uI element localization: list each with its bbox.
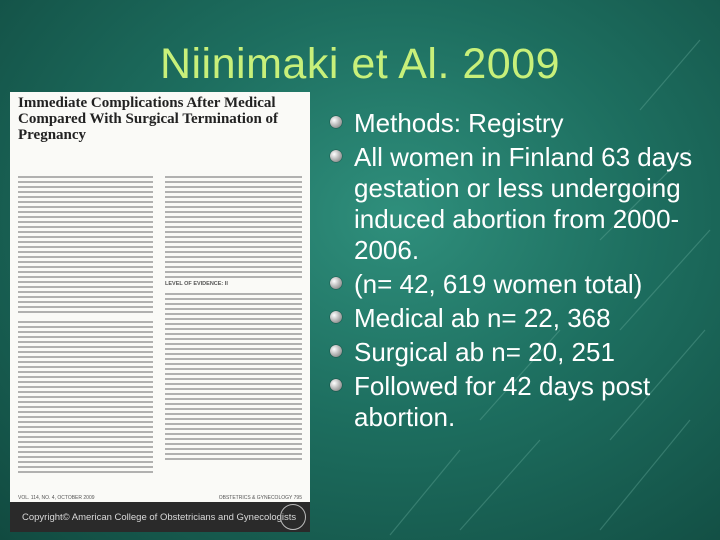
article-column-left [18,176,153,476]
article-title-line: Pregnancy [18,127,87,143]
copyright-bar [10,502,310,532]
bullet-item [330,371,715,433]
bullet-icon [330,277,342,289]
bullet-icon [330,116,342,128]
article-title-line: Immediate Complications After Medical [18,95,276,111]
bullet-text: Followed for 42 days post abortion. [354,371,651,432]
bullet-text: All women in Finland 63 days gestation or less undergoing induced abortion from 2000-2006. [354,142,693,265]
level-of-evidence: LEVEL OF EVIDENCE: II [165,281,228,287]
copyright-text: Copyright© American College of Obstetricians and Gynecologists [22,511,297,523]
article-column-right [165,176,302,463]
bullet-text: Medical ab n= 22, 368 [354,303,611,333]
bullet-text: (n= 42, 619 women total) [354,269,643,299]
bullet-icon [330,345,342,357]
bullet-item [330,303,715,334]
article-title [18,95,278,143]
article-footer-volume: VOL. 114, NO. 4, OCTOBER 2009 [18,495,95,501]
bullet-item [330,337,715,368]
bullet-text: Surgical ab n= 20, 251 [354,337,615,367]
bullet-item [330,269,715,300]
seal-icon [280,504,306,530]
bullet-text: Methods: Registry [354,108,564,138]
article-title-line: Compared With Surgical Termination of [18,111,279,127]
article-footer-journal: OBSTETRICS & GYNECOLOGY 795 [218,495,302,501]
bullet-list [330,108,715,436]
bullet-item [330,108,715,139]
bullet-item [330,142,715,266]
bullet-icon [330,150,342,162]
bullet-icon [330,379,342,391]
bullet-icon [330,311,342,323]
slide-title: Niinimaki et Al. 2009 [159,40,561,88]
journal-article-image [10,92,310,532]
